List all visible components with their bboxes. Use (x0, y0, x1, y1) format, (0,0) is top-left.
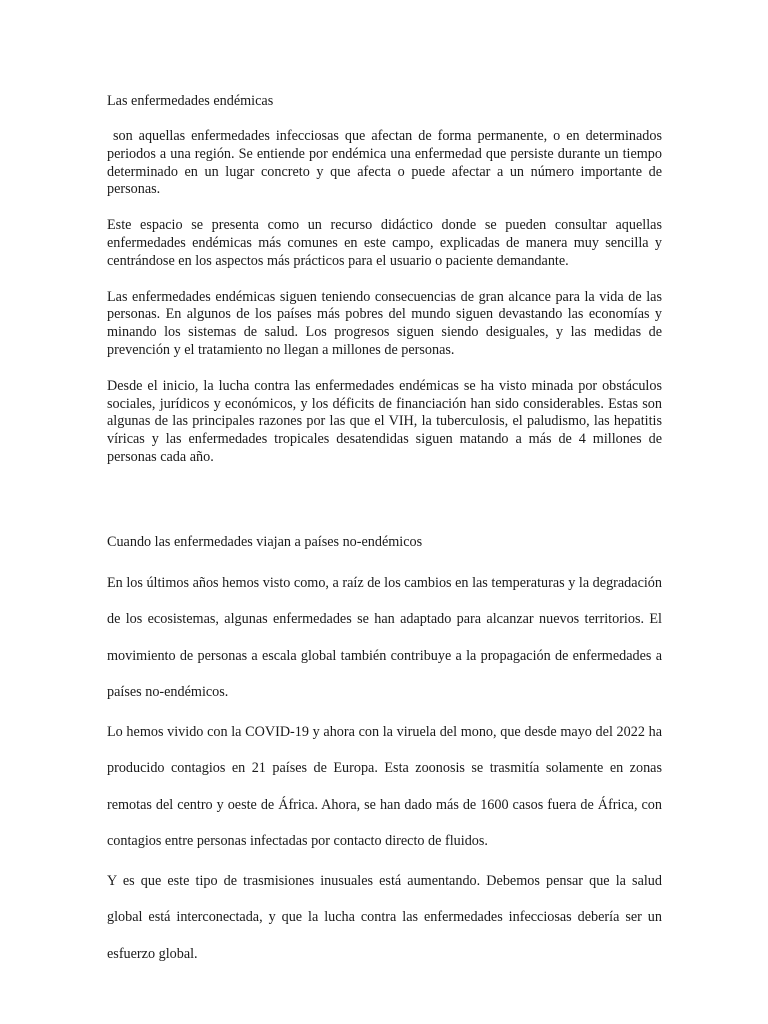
section-2-paragraph-3: Y es que este tipo de trasmisiones inusuales está aumentando. Debemos pensar que la salud global está interconectada, y que la lucha contra las enfermedades infecciosas debería ser un esfuerzo global. (107, 872, 662, 962)
section-1-title: Las enfermedades endémicas (107, 93, 274, 109)
section-2-title: Cuando las enfermedades viajan a países no-endémicos (107, 533, 423, 550)
section-1-paragraph-4: Desde el inicio, la lucha contra las enfermedades endémicas se ha visto minada por obstáculos sociales, jurídicos y económicos, y los déficits de financiación han sido considerables. Estas son algunas de las principales razones por las que el VIH, la tuberculosis, el paludismo, las hepatitis víricas y las enfermedades tropicales desatendidas siguen matando a más de 4 millones de personas cada año. (107, 377, 662, 465)
section-1-paragraph-1: son aquellas enfermedades infecciosas que afectan de forma permanente, o en determinados periodos a una región. Se entiende por endémica una enfermedad que persiste durante un tiempo determinado en un lugar concreto y que afecta o puede afectar a un número importante de personas. (107, 128, 666, 198)
section-1-paragraph-2: Este espacio se presenta como un recurso didáctico donde se pueden consultar aquellas enfermedades endémicas más comunes en este campo, explicadas de manera muy sencilla y centrándose en los aspectos más prácticos para el usuario o paciente demandante. (107, 217, 662, 269)
section-2-paragraph-1: En los últimos años hemos visto como, a raíz de los cambios en las temperaturas y la degradación de los ecosistemas, algunas enfermedades se han adaptado para alcanzar nuevos territorios. El movimiento de personas a escala global también contribuye a la propagación de enfermedades a países no-endémicos. (107, 574, 662, 701)
section-1-paragraph-3: Las enfermedades endémicas siguen teniendo consecuencias de gran alcance para la vida de las personas. En algunos de los países más pobres del mundo siguen devastando las economías y minando los sistemas de salud. Los progresos siguen siendo desiguales, y las medidas de prevención y el tratamiento no llegan a millones de personas. (107, 288, 662, 358)
section-2-paragraph-2: Lo hemos vivido con la COVID-19 y ahora con la viruela del mono, que desde mayo del 2022 ha producido contagios en 21 países de Europa. Esta zoonosis se trasmitía solamente en zonas remotas del centro y oeste de África. Ahora, se han dado más de 1600 casos fuera de África, con contagios entre personas infectadas por contacto directo de fluidos. (107, 723, 662, 850)
document-body (107, 92, 666, 975)
section-spacer (107, 485, 662, 533)
